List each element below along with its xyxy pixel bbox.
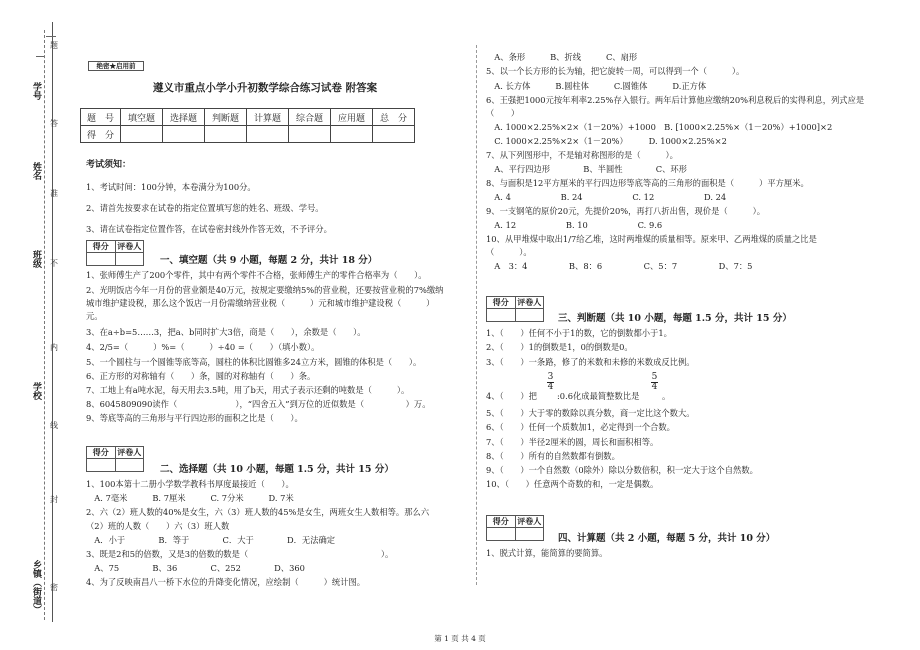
- score-input[interactable]: [163, 126, 205, 143]
- question-text: 7、从下列图形中，不是轴对称图形的是（ ）。: [486, 150, 678, 160]
- grader-reviewer-input[interactable]: [116, 253, 144, 265]
- score-cell: 选择题: [163, 109, 205, 126]
- grader-reviewer-input[interactable]: [516, 309, 544, 321]
- score-input[interactable]: [205, 126, 247, 143]
- question-text: 3、（ ）一条路，修了的米数和未修的米数成反比例。: [486, 357, 695, 367]
- notice-heading: 考试须知：: [86, 160, 132, 170]
- question-text: 1、（ ）任何不小于1的数，它的倒数都小于1。: [486, 328, 672, 338]
- grader-reviewer-label: 评卷人: [517, 297, 542, 307]
- score-cell: 题 号: [81, 109, 121, 126]
- cut-char: 线: [50, 421, 58, 430]
- question-text: 1、100本第十二册小学数学教科书厚度最接近（ ）。: [86, 479, 294, 489]
- grader-score-input[interactable]: [487, 309, 516, 321]
- cut-char: 密: [50, 583, 58, 592]
- notice-item: 1、考试时间：100分钟，本卷满分为100分。: [86, 182, 256, 192]
- question-text: 4、2/5=（ ）%=（ ）÷40 =（ ）（填小数）。: [86, 342, 320, 352]
- question-text: 。: [662, 391, 671, 401]
- grader-box: [86, 446, 144, 472]
- question-text: 城市维护建设税，那么这个饭店一月份需缴纳营业税（ ）元和城市维护建设税（ ）: [86, 298, 435, 308]
- notice-item: 3、请在试卷指定位置作答，在试卷密封线外作答无效，不予评分。: [86, 224, 332, 234]
- question-options: A. 7毫米 B. 7厘米 C. 7分米 D. 7米: [86, 493, 294, 503]
- grader-score-label: 得分: [487, 297, 516, 308]
- question-options: A. 1000×2.25%×2×（1－20%）+1000 B. [1000×2.25%×（1－20%）+1000]×2: [486, 122, 833, 132]
- score-input[interactable]: [289, 126, 331, 143]
- section-heading-calc: 四、计算题（共 2 小题，每题 5 分，共计 10 分）: [558, 533, 776, 544]
- question-text: 5、以一个长方形的长为轴，把它旋转一周，可以得到一个（ ）。: [486, 66, 745, 76]
- score-input[interactable]: [121, 126, 163, 143]
- section-heading-choice: 二、选择题（共 10 小题，每题 1.5 分，共计 15 分）: [160, 464, 394, 475]
- cut-char: 内: [50, 343, 58, 352]
- grader-reviewer-label: 评卷人: [117, 241, 142, 251]
- question-text: 7、（ ）半径2厘米的圆，周长和面积相等。: [486, 437, 659, 447]
- notice-item: 2、请首先按要求在试卷的指定位置填写您的姓名、班级、学号。: [86, 203, 324, 213]
- grader-score-input[interactable]: [87, 459, 116, 471]
- question-text: 6、（ ）任何一个质数加1，必定得到一个合数。: [486, 422, 675, 432]
- question-text: 3、既是2和5的倍数，又是3的倍数的数是（ ）。: [86, 549, 394, 559]
- score-value-row: [81, 126, 415, 143]
- confidential-badge: 绝密★启用前: [88, 61, 144, 71]
- cut-char: 题: [50, 41, 58, 50]
- grader-reviewer-label: 评卷人: [117, 447, 142, 457]
- grader-box: [486, 515, 544, 541]
- fraction-denominator: 4: [547, 382, 554, 392]
- score-table: [80, 108, 415, 143]
- score-cell: 综合题: [289, 109, 331, 126]
- question-options: A. 长方体 B.圆柱体 C.圆锥体 D.正方体: [486, 81, 707, 91]
- cut-char: 答: [50, 119, 58, 128]
- fraction-five-quarters: [651, 373, 658, 392]
- class-label: 班级: [31, 250, 41, 268]
- question-text: 8、（ ）所有的自然数都有倒数。: [486, 451, 620, 461]
- grader-reviewer-input[interactable]: [516, 528, 544, 540]
- question-text: 元。: [86, 311, 103, 321]
- column-divider: [476, 45, 477, 585]
- question-text: 4、（ ）把: [486, 391, 537, 401]
- cut-char: 准: [50, 189, 58, 198]
- margin-cut-line: [44, 30, 45, 620]
- grader-score-label: 得分: [487, 516, 516, 527]
- score-input[interactable]: [373, 126, 415, 143]
- cut-char: 不: [50, 259, 58, 268]
- question-text: 10、从甲堆煤中取出1/7给乙堆，这时两堆煤的质量相等。原来甲、乙两堆煤的质量之比是: [486, 234, 817, 244]
- cut-char: 封: [50, 495, 58, 504]
- question-options: A、条形 B、折线 C、扇形: [486, 52, 638, 62]
- question-options: A. 4 B. 24 C. 12 D. 24: [486, 192, 727, 202]
- question-text: 2、（ ）1的倒数是1，0的倒数是0。: [486, 342, 633, 352]
- score-cell: 判断题: [205, 109, 247, 126]
- question-text: 3、在a÷b=5……3，把a、b同时扩大3倍，商是（ ），余数是（ ）。: [86, 327, 366, 337]
- question-text: 5、（ ）大于零的数除以真分数，商一定比这个数大。: [486, 408, 695, 418]
- fraction-numerator: 5: [651, 372, 658, 382]
- question-options: A. 12 B. 10 C. 9.6: [486, 220, 663, 230]
- grader-reviewer-input[interactable]: [116, 459, 144, 471]
- school-label: 学校: [31, 382, 41, 400]
- question-text: 6、正方形的对称轴有（ ）条，圆的对称轴有（ ）条。: [86, 371, 316, 381]
- question-text: 1、张师傅生产了200个零件，其中有两个零件不合格，张师傅生产的零件合格率为（ ）。: [86, 270, 427, 280]
- question-text: 9、（ ）一个自然数（0除外）除以分数倍积，积一定大于这个自然数。: [486, 465, 758, 475]
- section-heading-judge: 三、判断题（共 10 小题，每题 1.5 分，共计 15 分）: [558, 313, 792, 324]
- score-cell: 填空题: [121, 109, 163, 126]
- score-cell: 总 分: [373, 109, 415, 126]
- question-text: （ ）: [486, 108, 520, 118]
- binding-margin: [0, 0, 62, 650]
- question-text: 1、脱式计算，能简算的要简算。: [486, 548, 608, 558]
- question-text: 2、光明饭店今年一月份的营业额是40万元，按规定要缴纳5%的营业税，还要按营业税的7%缴纳: [86, 285, 444, 295]
- question-text: 7、工地上有a吨水泥，每天用去3.5吨，用了b天，用式子表示还剩的吨数是（ ）。: [86, 385, 410, 395]
- fraction-denominator: 4: [651, 382, 658, 392]
- grader-score-label: 得分: [87, 447, 116, 458]
- question-options: C. 1000×2.25%×2×（1－20%） D. 1000×2.25%×2: [486, 136, 727, 146]
- page-footer: 第 1 页 共 4 页: [434, 634, 486, 643]
- score-cell: 计算题: [247, 109, 289, 126]
- section-heading-fill: 一、填空题（共 9 小题，每题 2 分，共计 18 分）: [160, 255, 378, 266]
- question-text: （ ）。: [486, 247, 532, 257]
- township-label: 乡镇（街道）: [31, 560, 41, 614]
- question-options: A、平行四边形 B、半圆性 C、环形: [486, 164, 687, 174]
- score-header-row: [81, 109, 415, 126]
- question-text: 9、一支钢笔的原价20元，先提价20%，再打八折出售，现价是（ ）。: [486, 206, 766, 216]
- question-options: A、75 B、36 C、252 D、360: [86, 563, 305, 573]
- question-text: 6、王强把1000元按年利率2.25%存入银行。两年后计算他应缴纳20%利息税后的实得利息，列式应是: [486, 95, 865, 105]
- question-options: A．小于 B．等于 C．大于 D．无法确定: [86, 535, 336, 545]
- grader-reviewer-label: 评卷人: [517, 516, 542, 526]
- question-options: A 3：4 B、8：6 C、5：7 D、7：5: [486, 261, 753, 271]
- grader-score-input[interactable]: [87, 253, 116, 265]
- question-text: :0.6化成最简整数比是: [557, 391, 640, 401]
- question-text: 10、（ ）任意两个奇数的和，一定是偶数。: [486, 479, 659, 489]
- question-text: 8、与面积是12平方厘米的平行四边形等底等高的三角形的面积是（ ）平方厘米。: [486, 178, 809, 188]
- grader-score-input[interactable]: [487, 528, 516, 540]
- grader-box: [486, 296, 544, 322]
- question-text: 4、为了反映南昌八一桥下水位的升降变化情况，应绘制（ ）统计图。: [86, 577, 366, 587]
- margin-solid-line: [52, 22, 53, 622]
- fraction-three-quarters: [547, 373, 554, 392]
- score-cell: 应用题: [331, 109, 373, 126]
- grader-score-label: 得分: [87, 241, 116, 252]
- question-text: 9、等底等高的三角形与平行四边形的面积之比是（ ）。: [86, 413, 303, 423]
- score-input[interactable]: [331, 126, 373, 143]
- student-id-label: 学号: [31, 82, 41, 100]
- score-input[interactable]: [247, 126, 289, 143]
- page-title: 遵义市重点小学小升初数学综合练习试卷 附答案: [152, 82, 378, 94]
- grader-box: [86, 240, 144, 266]
- fraction-numerator: 3: [547, 372, 554, 382]
- name-label: 姓名: [31, 162, 41, 180]
- question-text: 8、6045809090读作（ ），“四舍五入”到万位的近似数是（ ）万。: [86, 399, 431, 409]
- question-text: 2、六（2）班人数的40%是女生，六（3）班人数的45%是女生，两班女生人数相等。那么六: [86, 507, 430, 517]
- question-text: 5、一个圆柱与一个圆锥等底等高，圆柱的体积比圆锥多24立方米，圆锥的体积是（ ）。: [86, 357, 422, 367]
- score-cell: 得 分: [81, 126, 121, 143]
- question-text: （2）班的人数（ ）六（3）班人数: [86, 521, 230, 531]
